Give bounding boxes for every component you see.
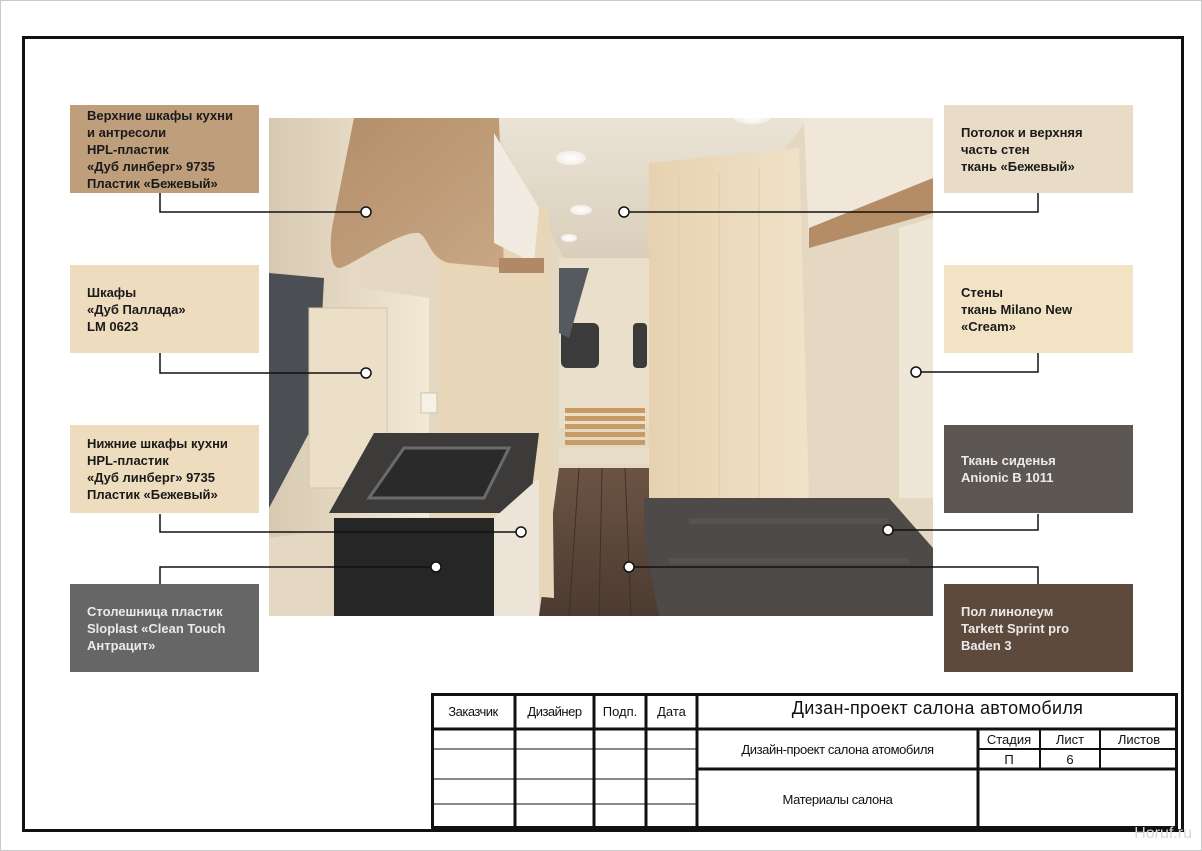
swatch-cabinets-line-3: LM 0623 [87,318,139,334]
tb-sheet-label: Лист [1055,731,1085,747]
swatch-floor-line-3: Baden 3 [961,637,1012,653]
leader-lower-cabinets [160,514,521,532]
marker-seat-fabric [883,525,893,535]
swatch-ceiling-line-2: часть стен [961,141,1030,157]
swatch-cabinets-line-2: «Дуб Паллада» [87,301,186,317]
swatch-countertop-line-2: Sloplast «Clean Touch [87,620,226,636]
tb-date-label: Дата [657,703,686,719]
swatch-seat-fabric-line-1: Ткань сиденья [961,453,1056,468]
swatch-countertop-line-3: Антрацит» [87,637,156,653]
swatch-floor-line-1: Пол линолеум [961,603,1054,619]
swatch-lower-cabinets-line-1: Нижние шкафы кухни [87,436,228,451]
swatch-lower-cabinets-line-4: Пластик «Бежевый» [87,487,218,502]
tb-stage-label: Стадия [986,731,1032,747]
swatch-upper-cabinets-line-3: HPL-пластик [87,141,169,157]
tb-sheets-label: Листов [1117,731,1161,747]
leader-cabinets [160,353,366,373]
swatch-upper-cabinets-line-1: Верхние шкафы кухни [87,107,233,123]
swatch-floor-line-2: Tarkett Sprint pro [961,620,1070,636]
marker-ceiling [619,207,629,217]
marker-cabinets [361,368,371,378]
tb-stage-value: П [1004,751,1014,767]
tb-project-title: Дизан-проект салона автомобиля [791,697,1084,718]
leader-seat-fabric [888,514,1038,530]
swatch-cabinets-line-1: Шкафы [87,284,137,300]
swatch-countertop-line-1: Столешница пластик [87,603,223,619]
swatch-ceiling-line-3: ткань «Бежевый» [961,158,1075,174]
tb-sheet-value: 6 [1066,751,1074,767]
marker-upper-cabinets [361,207,371,217]
swatch-ceiling-line-1: Потолок и верхняя [961,124,1083,140]
title-block [431,693,1178,829]
marker-floor [624,562,634,572]
swatch-upper-cabinets-line-5: Пластик «Бежевый» [87,175,218,191]
tb-customer-label: Заказчик [448,703,498,719]
leader-floor [629,567,1038,584]
tb-project-subtitle: Дизайн-проект салона атомобиля [741,741,934,757]
tb-sheets-value [1100,749,1178,769]
marker-walls [911,367,921,377]
leader-ceiling [624,193,1038,212]
swatch-upper-cabinets-line-2: и антресоли [87,124,167,140]
leader-walls [916,353,1038,372]
marker-lower-cabinets [516,527,526,537]
marker-countertop [431,562,441,572]
swatch-lower-cabinets-line-3: «Дуб линберг» 9735 [87,470,216,485]
swatch-walls-line-3: «Cream» [961,318,1016,334]
leader-upper-cabinets [160,193,366,212]
swatch-seat-fabric-line-2: Anionic B 1011 [961,470,1054,485]
tb-drawing-name: Материалы салона [782,791,893,807]
watermark: Horuf.ru [1134,825,1192,842]
swatch-lower-cabinets-line-2: HPL-пластик [87,453,169,468]
leader-countertop [160,567,436,584]
swatch-walls-line-2: ткань Milano New [961,301,1073,317]
tb-designer-label: Дизайнер [527,703,582,719]
swatch-walls-line-1: Стены [961,284,1003,300]
tb-signature-label: Подп. [602,703,638,719]
swatch-upper-cabinets-line-4: «Дуб линберг» 9735 [87,158,216,174]
